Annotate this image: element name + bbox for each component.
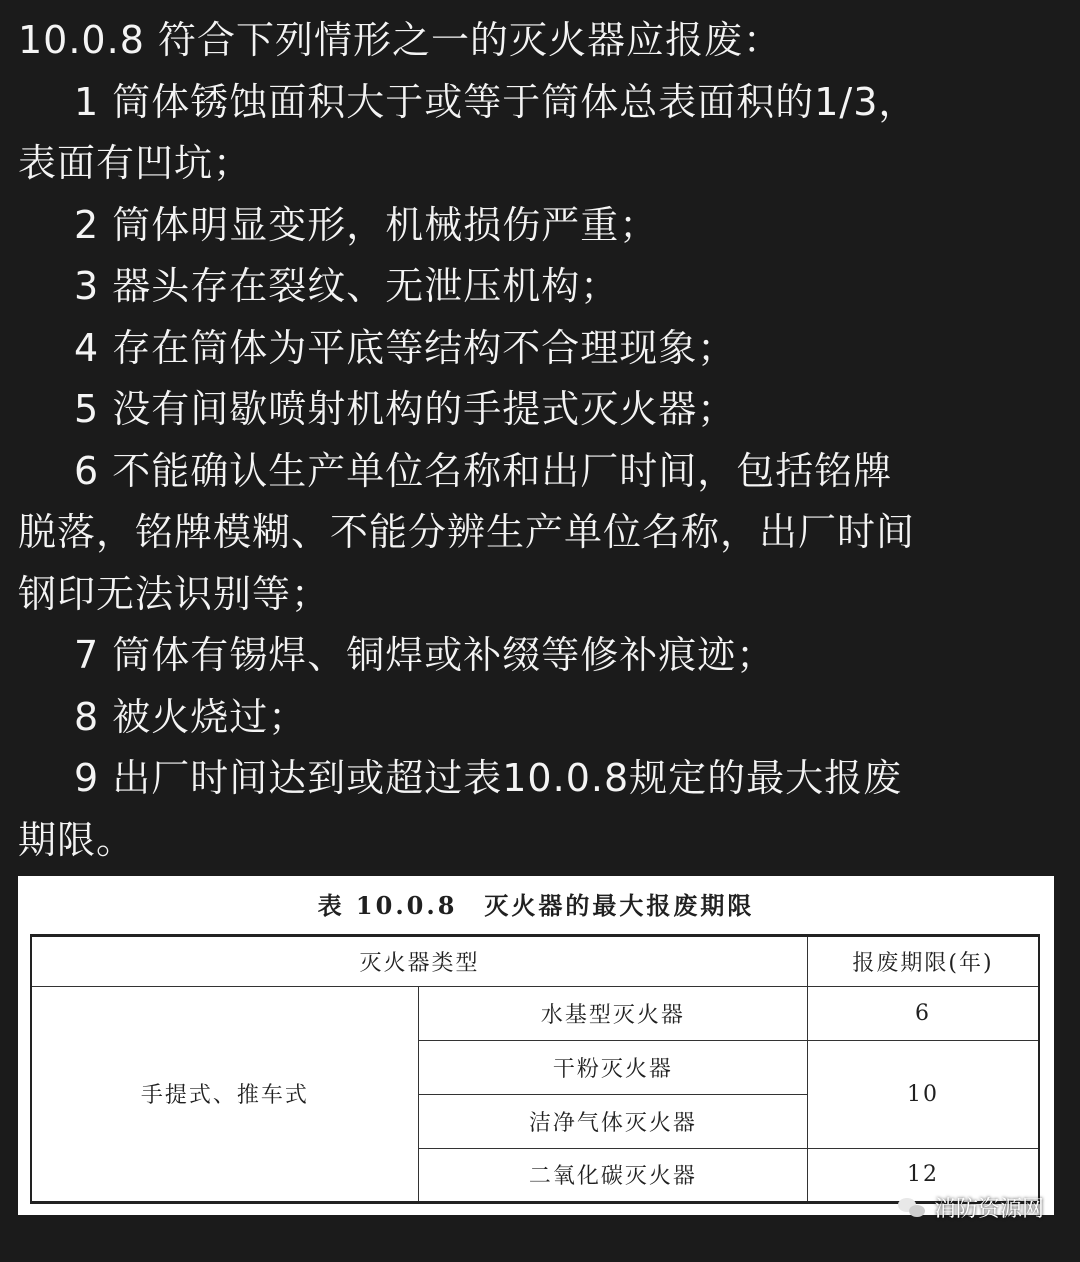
clause-item: 1 筒体锈蚀面积大于或等于筒体总表面积的1/3， bbox=[74, 79, 918, 124]
period-cell: 10 bbox=[807, 1040, 1039, 1148]
table-row bbox=[31, 986, 1039, 1040]
group-cell: 手提式、推车式 bbox=[31, 986, 418, 1202]
type-cell: 洁净气体灭火器 bbox=[418, 1094, 807, 1148]
clause-item: 6 不能确认生产单位名称和出厂时间，包括铭牌 bbox=[74, 448, 893, 493]
wechat-icon bbox=[898, 1196, 928, 1220]
clause-item-continuation: 期限。 bbox=[18, 817, 136, 862]
type-cell: 干粉灭火器 bbox=[418, 1040, 807, 1094]
table-caption: 表 10.0.8 灭火器的最大报废期限 bbox=[317, 891, 755, 920]
period-cell: 12 bbox=[807, 1148, 1039, 1202]
clause-item: 5 没有间歇喷射机构的手提式灭火器； bbox=[74, 387, 737, 431]
clause-item: 7 筒体有锡焊、铜焊或补缀等修补痕迹； bbox=[74, 633, 776, 677]
header-scrap-period: 报废期限(年) bbox=[807, 936, 1039, 987]
type-cell: 水基型灭火器 bbox=[418, 986, 807, 1040]
clause-item: 4 存在筒体为平底等结构不合理现象； bbox=[74, 325, 737, 370]
clause-item: 2 筒体明显变形，机械损伤严重； bbox=[74, 202, 659, 247]
clause-item-continuation: 脱落，铭牌模糊、不能分辨生产单位名称，出厂时间 bbox=[18, 510, 916, 554]
header-extinguisher-type: 灭火器类型 bbox=[31, 936, 807, 987]
clause-item: 9 出厂时间达到或超过表10.0.8规定的最大报废 bbox=[74, 756, 903, 800]
clause-item-continuation: 表面有凹坑； bbox=[18, 141, 253, 185]
clause-item: 3 器头存在裂纹、无泄压机构； bbox=[74, 264, 620, 308]
scrap-limit-table-image bbox=[18, 876, 1054, 1215]
watermark-text: 消防资源网 bbox=[933, 1197, 1044, 1222]
document-body bbox=[18, 10, 1068, 871]
type-cell: 二氧化碳灭火器 bbox=[418, 1148, 807, 1202]
table-header-row bbox=[31, 936, 1039, 987]
clause-item-continuation: 钢印无法识别等； bbox=[18, 571, 331, 616]
watermark bbox=[898, 1192, 1044, 1223]
clause-heading: 10.0.8 符合下列情形之一的灭火器应报废： bbox=[18, 18, 782, 62]
scrap-limit-table bbox=[30, 934, 1040, 1204]
period-cell: 6 bbox=[807, 986, 1039, 1040]
clause-item: 8 被火烧过； bbox=[74, 694, 308, 739]
